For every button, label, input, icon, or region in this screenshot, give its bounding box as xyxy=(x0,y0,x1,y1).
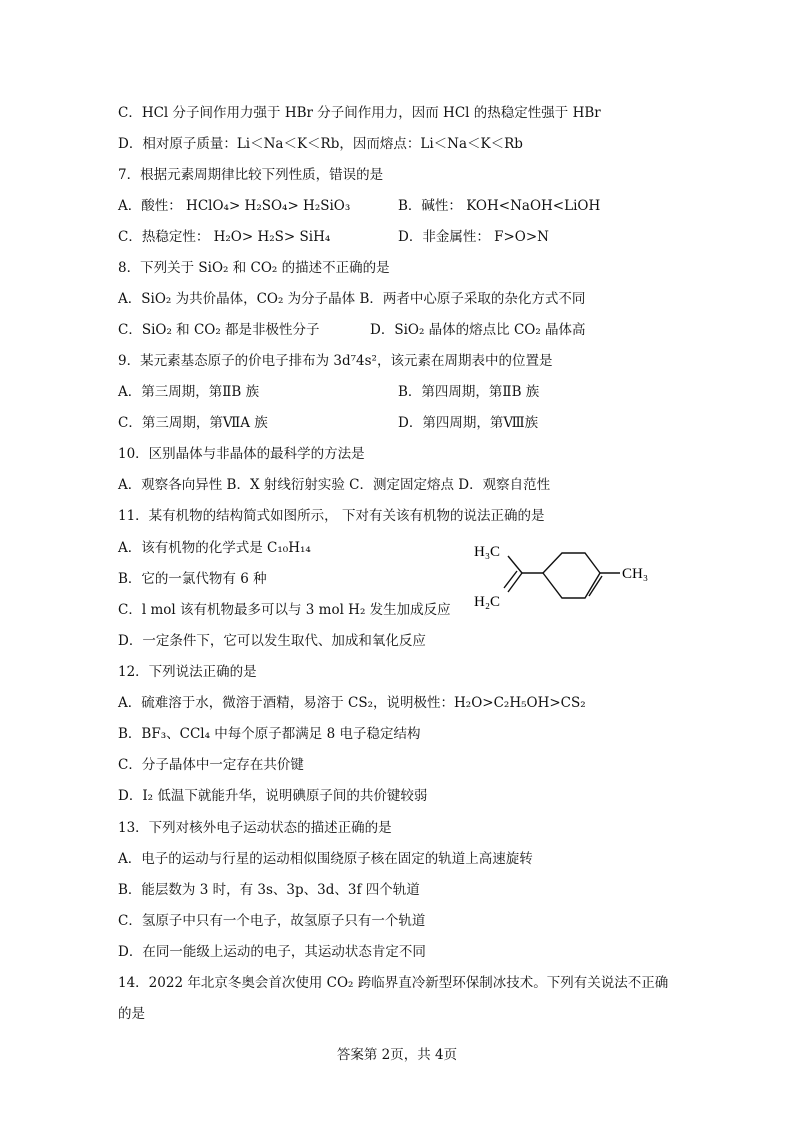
option-12b: B．BF₃、CCl₄ 中每个原子都满足 8 电子稳定结构 xyxy=(118,726,421,742)
question-11: 11．某有机物的结构简式如图所示， 下对有关该有机物的说法正确的是 xyxy=(118,508,545,524)
option-12a: A．硫难溶于水，微溶于酒精，易溶于 CS₂，说明极性：H₂O>C₂H₅OH>CS₂ xyxy=(118,695,586,711)
options-10: A．观察各向异性 B．X 射线衍射实验 C．测定固定熔点 D．观察自范性 xyxy=(118,477,551,493)
question-12: 12．下列说法正确的是 xyxy=(118,664,257,680)
option-13a: A．电子的运动与行星的运动相似围绕原子核在固定的轨道上高速旋转 xyxy=(118,851,533,867)
option-8d: D．SiO₂ 晶体的熔点比 CO₂ 晶体高 xyxy=(370,322,586,338)
question-8: 8．下列关于 SiO₂ 和 CO₂ 的描述不正确的是 xyxy=(118,260,390,276)
question-14: 14．2022 年北京冬奥会首次使用 CO₂ 跨临界直冷新型环保制冰技术。下列有关说法不正确 xyxy=(118,975,669,991)
option-9c: C．第三周期，第ⅦA 族 xyxy=(118,415,268,431)
label-h3c: H₃C xyxy=(474,544,501,560)
question-7: 7．根据元素周期律比较下列性质，错误的是 xyxy=(118,167,384,183)
option-7d: D．非金属性： F>O>N xyxy=(398,229,549,245)
question-9: 9．某元素基态原子的价电子排布为 3d⁷4s²，该元素在周期表中的位置是 xyxy=(118,353,553,369)
question-14-cont: 的是 xyxy=(118,1006,145,1022)
page-footer: 答案第 2页，共 4页 xyxy=(336,1047,458,1063)
option-9b: B．第四周期，第ⅡB 族 xyxy=(398,384,540,400)
option-13b: B．能层数为 3 时，有 3s、3p、3d、3f 四个轨道 xyxy=(118,882,420,898)
option-11b: B．它的一氯代物有 6 种 xyxy=(118,571,267,587)
option-7c: C．热稳定性： H₂O> H₂S> SiH₄ xyxy=(118,229,331,245)
option-8c: C．SiO₂ 和 CO₂ 都是非极性分子 xyxy=(118,322,320,338)
label-h2c: H₂C xyxy=(474,594,501,610)
label-ch3: CH₃ xyxy=(622,566,649,582)
option-9d: D．第四周期，第Ⅷ族 xyxy=(398,415,539,431)
option-6d: D．相对原子质量：Li＜Na＜K＜Rb，因而熔点：Li＜Na＜K＜Rb xyxy=(118,136,523,152)
option-13d: D．在同一能级上运动的电子，其运动状态肯定不同 xyxy=(118,944,426,960)
option-12c: C．分子晶体中一定存在共价键 xyxy=(118,757,304,773)
structural-formula xyxy=(470,538,690,628)
option-12d: D．I₂ 低温下就能升华，说明碘原子间的共价键较弱 xyxy=(118,788,428,804)
option-7b: B．碱性： KOH<NaOH<LiOH xyxy=(398,198,601,214)
option-11d: D．一定条件下，它可以发生取代、加成和氧化反应 xyxy=(118,633,426,649)
question-13: 13．下列对核外电子运动状态的描述正确的是 xyxy=(118,820,392,836)
question-10: 10．区别晶体与非晶体的最科学的方法是 xyxy=(118,446,365,462)
option-11c: C．l mol 该有机物最多可以与 3 mol H₂ 发生加成反应 xyxy=(118,602,451,618)
option-13c: C．氢原子中只有一个电子，故氢原子只有一个轨道 xyxy=(118,913,426,929)
option-7a: A．酸性： HClO₄> H₂SO₄> H₂SiO₃ xyxy=(118,198,351,214)
option-8ab: A．SiO₂ 为共价晶体，CO₂ 为分子晶体 B．两者中心原子采取的杂化方式不同 xyxy=(118,291,586,307)
option-11a: A．该有机物的化学式是 C₁₀H₁₄ xyxy=(118,540,311,556)
option-6c: C．HCl 分子间作用力强于 HBr 分子间作用力，因而 HCl 的热稳定性强于 HBr xyxy=(118,105,601,121)
option-9a: A．第三周期，第ⅡB 族 xyxy=(118,384,260,400)
